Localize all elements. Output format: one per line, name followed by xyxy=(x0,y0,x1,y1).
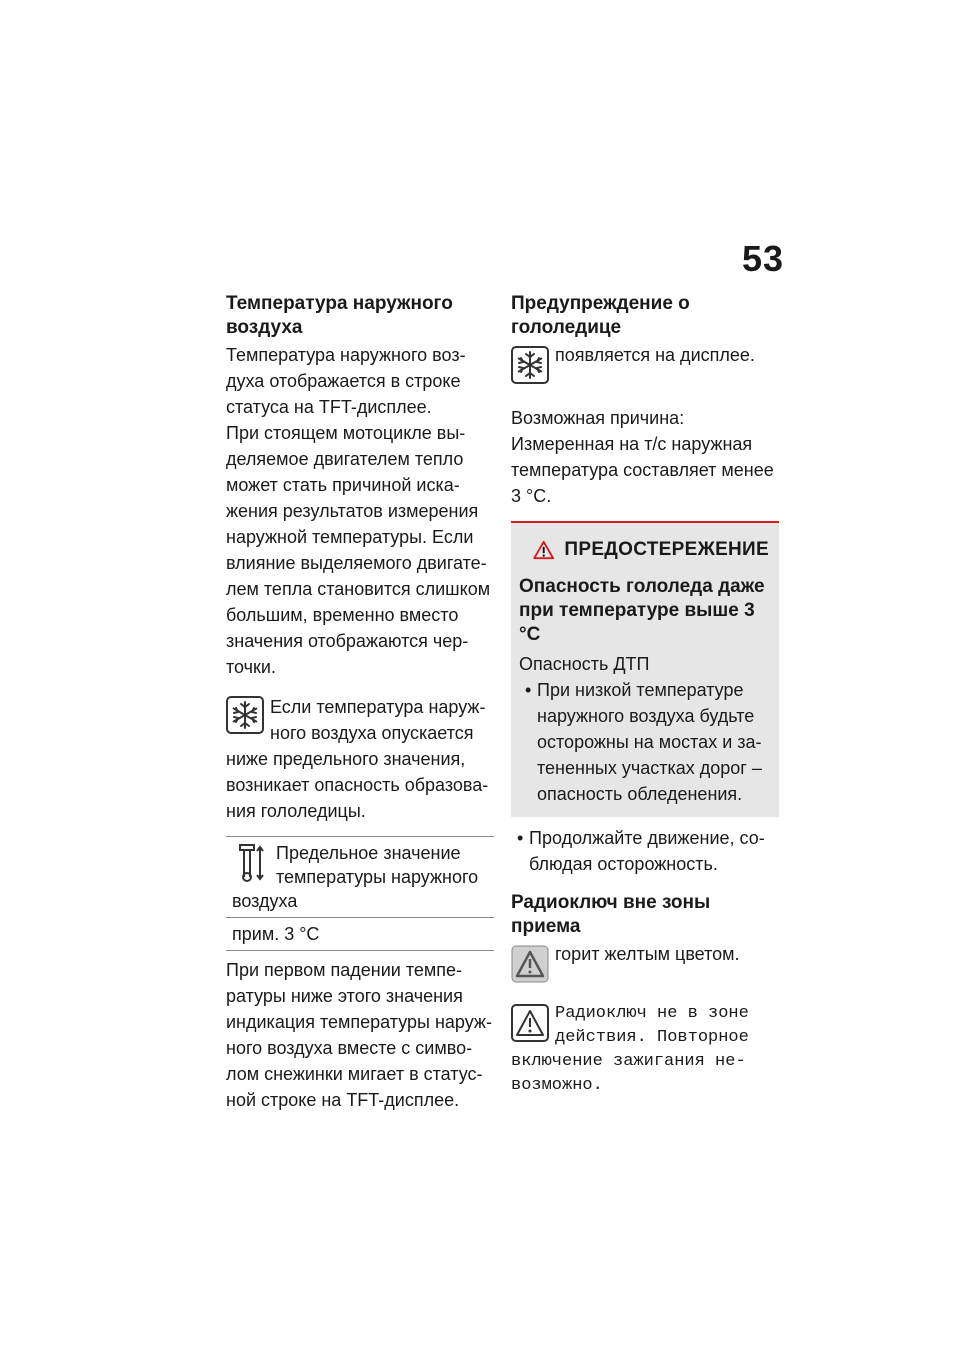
snowflake-paragraph: Если температура наружного воздуха опускается ниже предельного значения, возникает опасность образования гололедицы. xyxy=(226,697,489,821)
warning-box xyxy=(511,521,779,817)
warning-triangle-icon xyxy=(533,535,554,565)
list-item: • При низкой температуре наружного воздуха будьте осторожны на мостах и затененных участках дорог – опасность обледенения. xyxy=(519,677,769,807)
section-title-ice-warning: Предупреждение о гололедице xyxy=(511,293,690,338)
warning-bullets xyxy=(519,677,769,807)
snowflake-paragraph: появляется на дисплее. xyxy=(555,345,755,365)
thermometer-spec-icon xyxy=(238,843,268,889)
warning-title: Опасность гололеда даже при температуре выше 3 °C xyxy=(519,576,765,645)
paragraph: Температура наружного воздуха отображается в строке статуса на TFT-дисплее. xyxy=(226,345,466,417)
radio-paragraph: горит желтым цветом. xyxy=(555,944,740,964)
warning-heading: ПРЕДОСТЕРЕЖЕНИЕ xyxy=(564,539,769,560)
warning-header xyxy=(519,535,769,565)
right-column xyxy=(511,292,779,1098)
snowflake-note xyxy=(511,342,779,391)
radio-display-text: Радиоключ не в зоне действия. Повторное включение зажигания невозможно. xyxy=(511,1004,749,1095)
spec-label-cell xyxy=(226,837,494,918)
action-bullets xyxy=(511,825,779,877)
section-title-outside-temp: Температура наружного воздуха xyxy=(226,293,453,338)
spec-value: прим. 3 °C xyxy=(226,918,494,951)
cause-text: Измеренная на т/с наружная температура составляет менее 3 °C. xyxy=(511,434,774,506)
spec-label: Предельное значение температуры наружного воздуха xyxy=(232,843,479,911)
paragraph: При первом падении температуры ниже этого значения индикация температуры наружного воздуха вместе с символом снежинки мигает в статусной строке на TFT-дисплее. xyxy=(226,960,492,1110)
radio-display-note xyxy=(511,1002,779,1098)
snowflake-icon xyxy=(226,696,264,739)
snowflake-note xyxy=(226,694,494,824)
paragraph: При стоящем мотоцикле выделяемое двигателем тепло может стать причиной искажения результатов измерения наружной температуры. Если влияние выделяемого двигателем тепла становится слишком большим, временно вместо значения отображаются черточки. xyxy=(226,423,491,677)
warning-outline-icon xyxy=(511,1004,549,1047)
snowflake-icon xyxy=(511,346,549,389)
section-title-radio-key: Радиоключ вне зоны приема xyxy=(511,892,711,937)
yellow-warning-icon xyxy=(511,945,549,988)
spec-table xyxy=(226,836,494,951)
warning-subtitle: Опасность ДТП xyxy=(519,654,650,674)
page-number: 53 xyxy=(742,238,785,279)
left-column xyxy=(226,292,494,1113)
list-item: • Продолжайте движение, соблюдая осторожность. xyxy=(511,825,779,877)
yellow-warning-note xyxy=(511,941,779,990)
cause-label: Возможная причина: xyxy=(511,408,685,428)
